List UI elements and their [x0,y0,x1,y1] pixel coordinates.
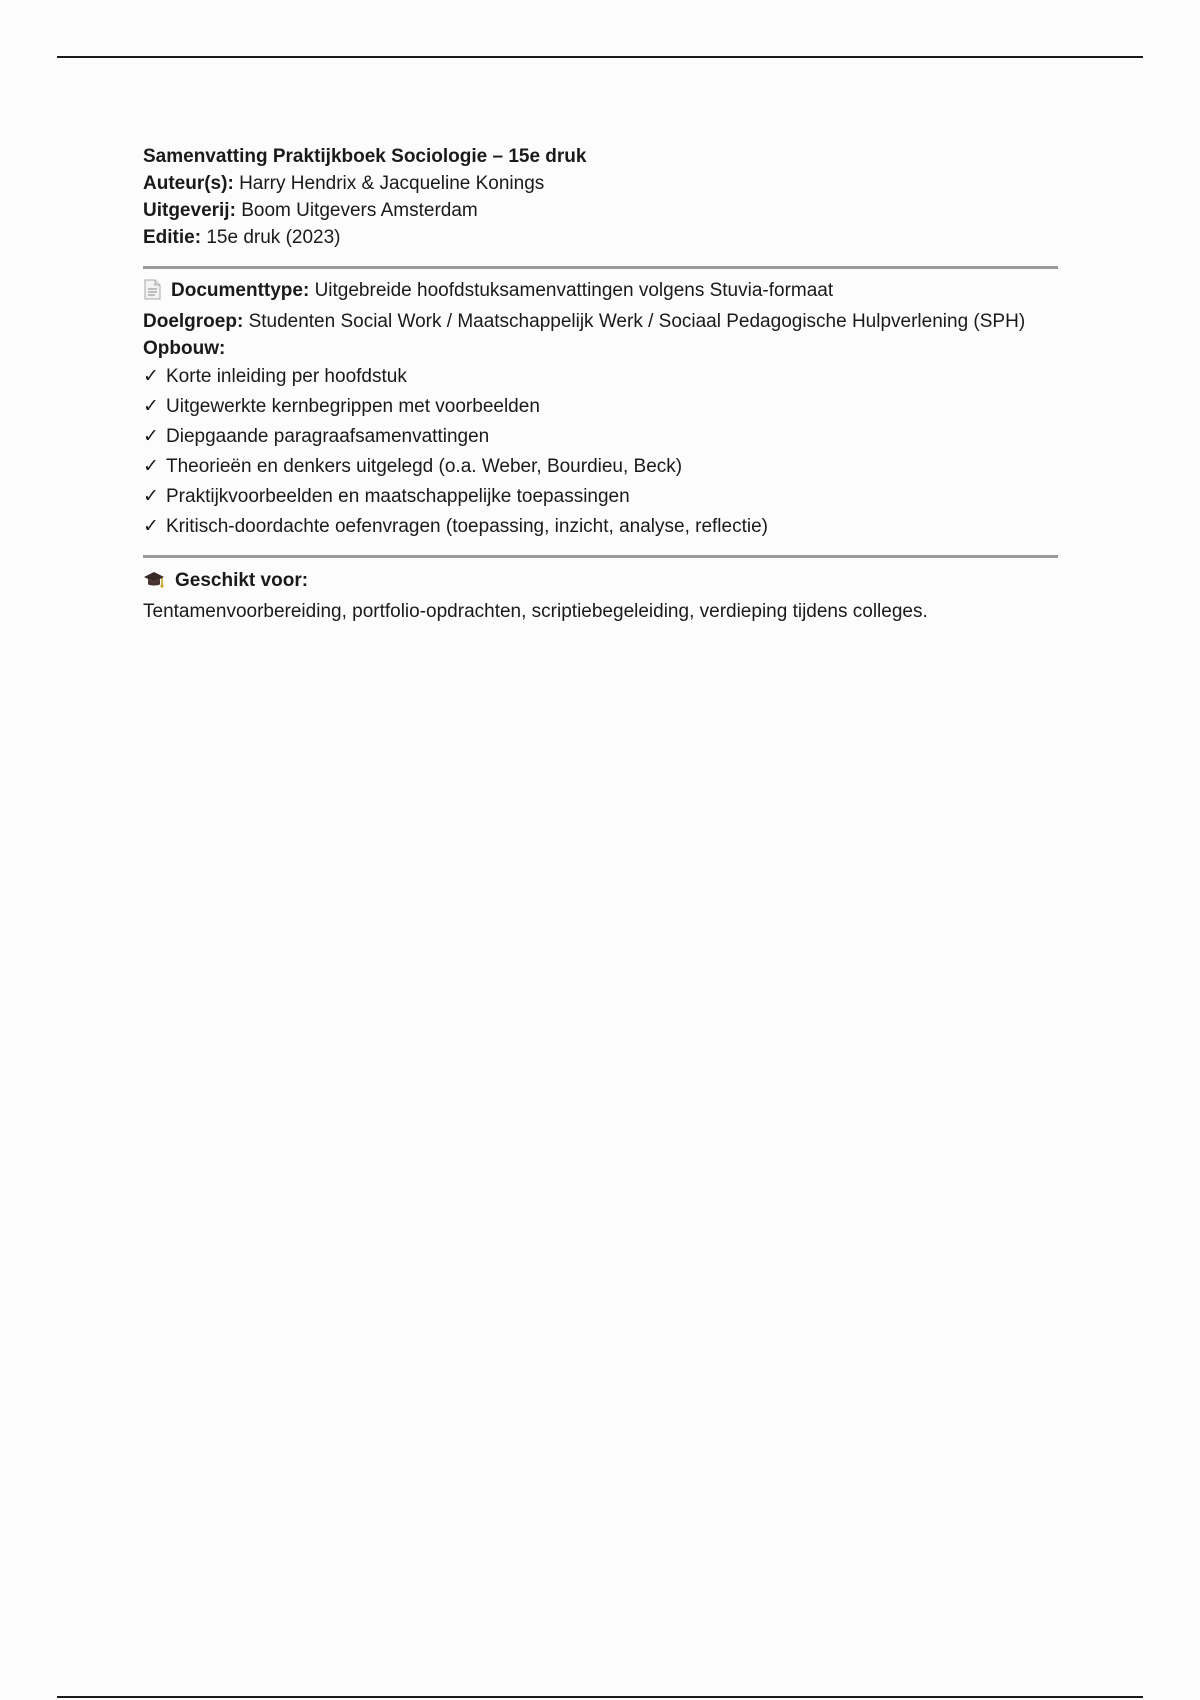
checkmark-icon: ✓ [143,456,159,477]
list-item: ✓ Diepgaande paragraafsamenvattingen [143,422,1058,452]
document-content [143,143,1058,625]
document-title: Samenvatting Praktijkboek Sociologie – 15e druk [143,146,587,167]
list-item: ✓ Kritisch-doordachte oefenvragen (toepassing, inzicht, analyse, reflectie) [143,512,1058,542]
author-line: Auteur(s): Harry Hendrix & Jacqueline Konings [143,173,545,194]
document-icon [143,279,161,308]
checkmark-icon: ✓ [143,486,159,507]
checkmark-icon: ✓ [143,426,159,447]
list-item: ✓ Theorieën en denkers uitgelegd (o.a. Weber, Bourdieu, Beck) [143,452,1058,482]
checkmark-icon: ✓ [143,366,159,387]
list-item: ✓ Praktijkvoorbeelden en maatschappelijke toepassingen [143,482,1058,512]
graduation-cap-icon [143,570,165,598]
checkmark-icon: ✓ [143,516,159,537]
structure-checklist [143,362,1058,542]
publisher-line: Uitgeverij: Boom Uitgevers Amsterdam [143,200,478,221]
suitability-text: Tentamenvoorbereiding, portfolio-opdrachten, scriptiebegeleiding, verdieping tijdens colleges. [143,601,928,622]
page-bottom-rule [57,1696,1143,1698]
section-divider [143,555,1058,558]
section-divider [143,266,1058,269]
checkmark-icon: ✓ [143,396,159,417]
audience-line: Doelgroep: Studenten Social Work / Maatschappelijk Werk / Sociaal Pedagogische Hulpverlening (SPH) [143,311,1026,332]
doctype-line: Documenttype: Uitgebreide hoofdstuksamenvattingen volgens Stuvia-formaat [143,277,1058,308]
structure-heading: Opbouw: [143,338,226,359]
suitability-heading: Geschikt voor: [143,567,1058,598]
list-item: ✓ Uitgewerkte kernbegrippen met voorbeelden [143,392,1058,422]
page-top-rule [57,56,1143,58]
edition-line: Editie: 15e druk (2023) [143,227,341,248]
list-item: ✓ Korte inleiding per hoofdstuk [143,362,1058,392]
